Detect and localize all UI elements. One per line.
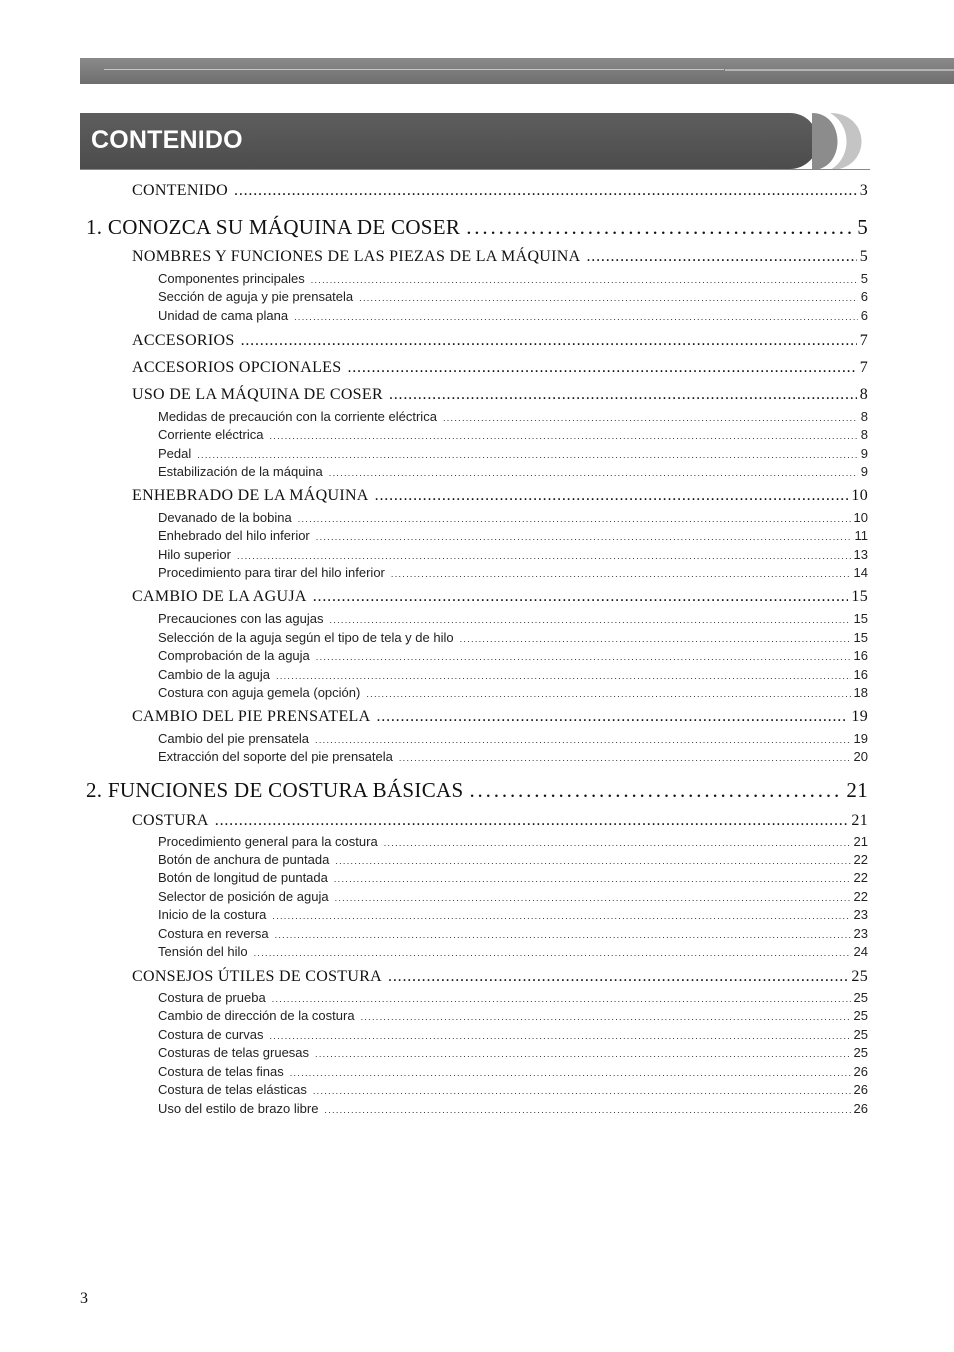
- toc-entry-page: 5: [860, 271, 868, 286]
- toc-entry-level-3[interactable]: [158, 462, 868, 479]
- header-decor-line: [104, 69, 724, 70]
- toc-entry-title: Procedimiento general para la costura: [158, 834, 378, 849]
- toc-entry-page: 22: [853, 870, 868, 885]
- toc-entry-title: 2. FUNCIONES DE COSTURA BÁSICAS: [86, 778, 464, 802]
- toc-entry-level-2[interactable]: [132, 246, 868, 266]
- toc-entry-page: 26: [853, 1082, 868, 1097]
- toc-dot-leader: [388, 968, 848, 986]
- toc-dot-leader: [466, 215, 854, 240]
- toc-entry-title: Precauciones con las agujas: [158, 611, 324, 626]
- toc-dot-leader: [330, 611, 851, 626]
- toc-entry-level-2[interactable]: [132, 810, 868, 830]
- toc-entry-title: Estabilización de la máquina: [158, 464, 323, 479]
- toc-entry-title: Sección de aguja y pie prensatela: [158, 289, 354, 304]
- toc-entry-title: Pedal: [158, 446, 192, 461]
- toc-dot-leader: [399, 749, 851, 764]
- toc-entry-title: Cambio de dirección de la costura: [158, 1008, 355, 1023]
- toc-entry-level-2[interactable]: [132, 485, 868, 505]
- toc-entry-title: Botón de longitud de puntada: [158, 870, 328, 885]
- toc-entry-title: Costura en reversa: [158, 926, 269, 941]
- toc-entry-level-3[interactable]: [158, 1080, 868, 1097]
- toc-entry-page: 25: [853, 1027, 868, 1042]
- title-underline: [80, 169, 870, 170]
- toc-dot-leader: [391, 565, 851, 580]
- toc-entry-level-2[interactable]: [132, 586, 868, 606]
- toc-entry-page: 25: [853, 1045, 868, 1060]
- toc-dot-leader: [290, 1064, 851, 1079]
- toc-entry-page: 25: [851, 968, 868, 985]
- toc-dot-leader: [335, 852, 850, 867]
- toc-dot-leader: [334, 870, 851, 885]
- toc-entry-level-2[interactable]: [132, 330, 868, 350]
- toc-dot-leader: [234, 182, 857, 200]
- toc-entry-level-3[interactable]: [158, 1062, 868, 1079]
- toc-entry-level-3[interactable]: [158, 444, 868, 461]
- toc-entry-page: 16: [853, 648, 868, 663]
- toc-entry-title: CAMBIO DE LA AGUJA: [132, 588, 307, 605]
- toc-entry-level-3[interactable]: [158, 646, 868, 663]
- toc-dot-leader: [270, 427, 858, 442]
- toc-entry-title: Selección de la aguja según el tipo de tela y de hilo: [158, 630, 454, 645]
- toc-entry-title: ENHEBRADO DE LA MÁQUINA: [132, 487, 369, 504]
- toc-entry-page: 26: [853, 1101, 868, 1116]
- toc-entry-page: 20: [853, 749, 868, 764]
- toc-entry-page: 21: [846, 778, 868, 802]
- toc-dot-leader: [313, 1082, 851, 1097]
- toc-entry-level-3[interactable]: [158, 306, 868, 323]
- toc-entry-level-3[interactable]: [158, 905, 868, 922]
- toc-dot-leader: [276, 667, 851, 682]
- toc-dot-leader: [215, 812, 849, 830]
- toc-entry-title: Uso del estilo de brazo libre: [158, 1101, 319, 1116]
- toc-entry-level-2[interactable]: [132, 357, 868, 377]
- toc-entry-level-3[interactable]: [158, 609, 868, 626]
- toc-dot-leader: [272, 907, 850, 922]
- toc-dot-leader: [275, 926, 851, 941]
- toc-dot-leader: [197, 446, 858, 461]
- toc-entry-level-1[interactable]: [86, 777, 868, 803]
- toc-entry-title: Costura de telas finas: [158, 1064, 284, 1079]
- toc-entry-level-3[interactable]: [158, 628, 868, 645]
- toc-dot-leader: [294, 308, 858, 323]
- toc-entry-page: 5: [859, 248, 868, 265]
- toc-dot-leader: [443, 409, 858, 424]
- toc-entry-page: 25: [853, 990, 868, 1005]
- toc-dot-leader: [315, 1045, 851, 1060]
- toc-entry-page: 8: [859, 386, 868, 403]
- toc-entry-title: Costuras de telas gruesas: [158, 1045, 310, 1060]
- toc-entry-page: 9: [860, 464, 868, 479]
- toc-entry-page: 16: [853, 667, 868, 682]
- toc-dot-leader: [311, 271, 858, 286]
- toc-entry-title: NOMBRES Y FUNCIONES DE LAS PIEZAS DE LA MÁQUINA: [132, 248, 581, 265]
- toc-entry-title: Inicio de la costura: [158, 907, 267, 922]
- toc-entry-page: 9: [860, 446, 868, 461]
- toc-entry-page: 8: [860, 427, 868, 442]
- toc-entry-title: Costura con aguja gemela (opción): [158, 685, 361, 700]
- toc-entry-level-3[interactable]: [158, 1043, 868, 1060]
- toc-entry-title: Medidas de precaución con la corriente eléctrica: [158, 409, 437, 424]
- toc-dot-leader: [254, 944, 851, 959]
- toc-entry-level-3[interactable]: [158, 269, 868, 286]
- toc-entry-level-3[interactable]: [158, 1006, 868, 1023]
- toc-entry-level-2[interactable]: [132, 966, 868, 986]
- toc-entry-title: Cambio del pie prensatela: [158, 731, 310, 746]
- toc-entry-level-3[interactable]: [158, 747, 868, 764]
- toc-entry-page: 10: [853, 510, 868, 525]
- toc-entry-title: USO DE LA MÁQUINA DE COSER: [132, 386, 383, 403]
- toc-entry-level-3[interactable]: [158, 425, 868, 442]
- toc-entry-level-3[interactable]: [158, 526, 868, 543]
- toc-entry-page: 8: [860, 409, 868, 424]
- toc-entry-level-2[interactable]: [132, 384, 868, 404]
- page-number: 3: [80, 1290, 88, 1307]
- toc-dot-leader: [335, 889, 851, 904]
- toc-dot-leader: [469, 778, 843, 803]
- toc-entry-page: 6: [860, 308, 868, 323]
- title-band: [80, 113, 818, 169]
- toc-dot-leader: [375, 487, 849, 505]
- toc-entry-page: 15: [853, 630, 868, 645]
- toc-entry-page: 21: [853, 834, 868, 849]
- toc-entry-title: CONSEJOS ÚTILES DE COSTURA: [132, 968, 383, 985]
- toc-entry-level-3[interactable]: [158, 988, 868, 1005]
- toc-dot-leader: [315, 731, 850, 746]
- header-decor-line: [725, 69, 954, 71]
- toc-entry-level-3[interactable]: [158, 665, 868, 682]
- toc-entry-title: Tensión del hilo: [158, 944, 248, 959]
- toc-entry-level-3[interactable]: [158, 508, 868, 525]
- toc-entry-level-1[interactable]: [86, 214, 868, 240]
- toc-entry-level-3[interactable]: [158, 942, 868, 959]
- toc-entry-title: Comprobación de la aguja: [158, 648, 310, 663]
- toc-entry-page: 19: [851, 708, 868, 725]
- toc-entry-page: 25: [853, 1008, 868, 1023]
- toc-entry-title: Extracción del soporte del pie prensatela: [158, 749, 393, 764]
- toc-entry-page: 19: [853, 731, 868, 746]
- toc-dot-leader: [587, 248, 857, 266]
- toc-entry-level-3[interactable]: [158, 563, 868, 580]
- toc-entry-level-3[interactable]: [158, 545, 868, 562]
- toc-entry-page: 22: [853, 889, 868, 904]
- toc-entry-title: Unidad de cama plana: [158, 308, 289, 323]
- toc-entry-level-3[interactable]: [158, 850, 868, 867]
- toc-dot-leader: [298, 510, 851, 525]
- toc-entry-title: Costura de telas elásticas: [158, 1082, 307, 1097]
- toc-entry-level-2[interactable]: [132, 706, 868, 726]
- toc-entry-page: 13: [853, 547, 868, 562]
- toc-entry-title: COSTURA: [132, 812, 209, 829]
- toc-entry-level-3[interactable]: [158, 287, 868, 304]
- header-decor-bar: [80, 58, 954, 84]
- toc-entry-level-3[interactable]: [158, 924, 868, 941]
- toc-entry-title: Selector de posición de aguja: [158, 889, 329, 904]
- toc-entry-level-3[interactable]: [158, 1025, 868, 1042]
- toc-entry-level-2[interactable]: [132, 180, 868, 200]
- toc-dot-leader: [329, 464, 858, 479]
- toc-dot-leader: [313, 588, 849, 606]
- toc-entry-title: Procedimiento para tirar del hilo inferior: [158, 565, 385, 580]
- toc-entry-title: ACCESORIOS: [132, 332, 235, 349]
- toc-dot-leader: [241, 332, 857, 350]
- page-title: CONTENIDO: [91, 126, 243, 154]
- toc-dot-leader: [359, 289, 858, 304]
- toc-entry-level-3[interactable]: [158, 407, 868, 424]
- toc-entry-page: 23: [853, 907, 868, 922]
- toc-entry-title: CAMBIO DEL PIE PRENSATELA: [132, 708, 371, 725]
- toc-dot-leader: [272, 990, 851, 1005]
- toc-dot-leader: [361, 1008, 851, 1023]
- toc-dot-leader: [366, 685, 850, 700]
- toc-entry-page: 24: [853, 944, 868, 959]
- toc-entry-page: 18: [853, 685, 868, 700]
- toc-entry-title: ACCESORIOS OPCIONALES: [132, 359, 342, 376]
- toc-entry-page: 5: [857, 215, 868, 239]
- toc-dot-leader: [347, 359, 856, 377]
- toc-entry-page: 26: [853, 1064, 868, 1079]
- toc-entry-title: Enhebrado del hilo inferior: [158, 528, 310, 543]
- toc-entry-level-3[interactable]: [158, 729, 868, 746]
- toc-entry-title: CONTENIDO: [132, 182, 229, 199]
- toc-entry-title: Costura de prueba: [158, 990, 266, 1005]
- toc-entry-page: 7: [859, 359, 868, 376]
- toc-entry-page: 21: [851, 812, 868, 829]
- toc-entry-title: Costura de curvas: [158, 1027, 264, 1042]
- toc-entry-title: Devanado de la bobina: [158, 510, 292, 525]
- toc-entry-title: Hilo superior: [158, 547, 231, 562]
- toc-dot-leader: [460, 630, 851, 645]
- toc-entry-page: 11: [854, 528, 868, 543]
- toc-dot-leader: [389, 386, 857, 404]
- toc-entry-level-3[interactable]: [158, 868, 868, 885]
- toc-entry-title: Botón de anchura de puntada: [158, 852, 330, 867]
- toc-entry-level-3[interactable]: [158, 832, 868, 849]
- toc-dot-leader: [376, 708, 848, 726]
- toc-entry-page: 23: [853, 926, 868, 941]
- toc-entry-title: Componentes principales: [158, 271, 305, 286]
- toc-dot-leader: [270, 1027, 851, 1042]
- toc-entry-title: 1. CONOZCA SU MÁQUINA DE COSER: [86, 215, 461, 239]
- toc-entry-page: 10: [851, 487, 868, 504]
- toc-dot-leader: [384, 834, 851, 849]
- toc-entry-page: 14: [853, 565, 868, 580]
- title-decor-arc: [812, 113, 872, 170]
- toc-dot-leader: [316, 528, 852, 543]
- toc-dot-leader: [316, 648, 851, 663]
- toc-entry-page: 7: [859, 332, 868, 349]
- toc-dot-leader: [237, 547, 851, 562]
- toc-entry-page: 15: [851, 588, 868, 605]
- toc-entry-level-3[interactable]: [158, 887, 868, 904]
- toc-entry-page: 15: [853, 611, 868, 626]
- toc-entry-title: Corriente eléctrica: [158, 427, 264, 442]
- toc-entry-title: Cambio de la aguja: [158, 667, 271, 682]
- toc-entry-page: 3: [859, 182, 868, 199]
- toc-entry-page: 22: [853, 852, 868, 867]
- toc-entry-level-3[interactable]: [158, 1099, 868, 1116]
- toc-entry-page: 6: [860, 289, 868, 304]
- toc-dot-leader: [324, 1101, 850, 1116]
- toc-entry-level-3[interactable]: [158, 683, 868, 700]
